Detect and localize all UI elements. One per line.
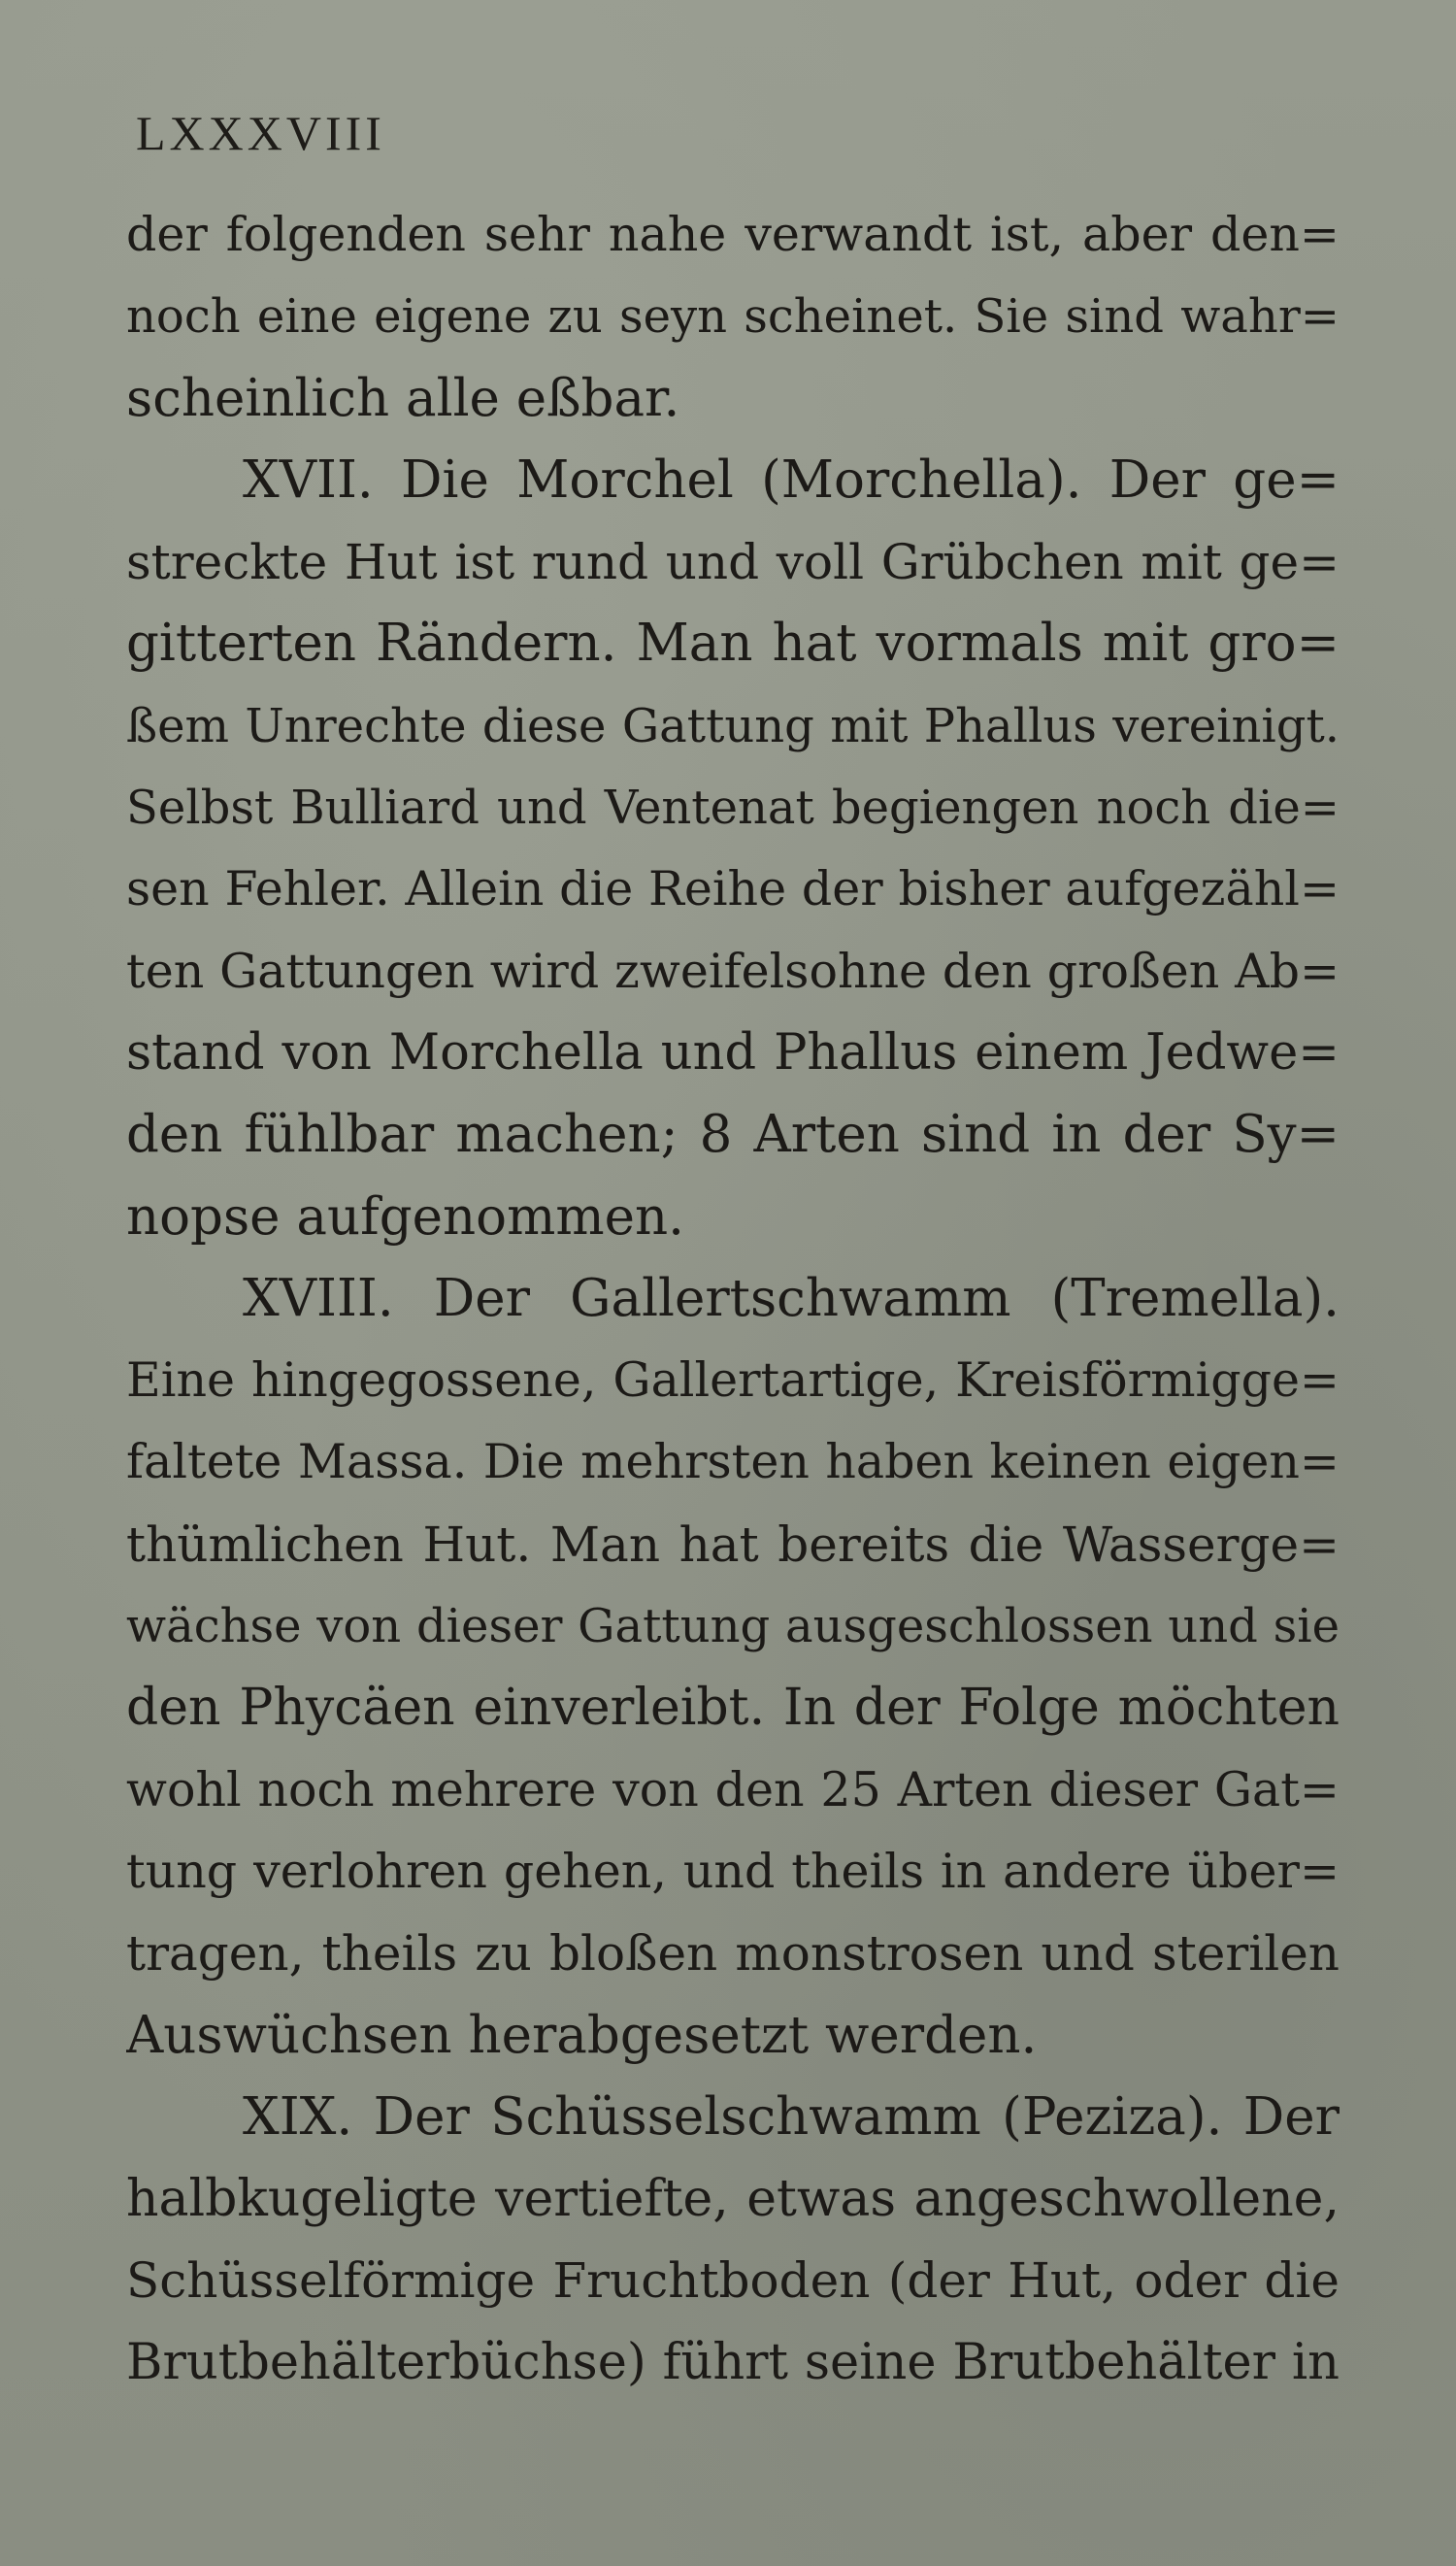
text-line: wächse von dieser Gattung ausgeschlossen und sie bbox=[126, 1599, 1340, 1654]
text-line: der folgenden sehr nahe verwandt ist, aber den= bbox=[126, 207, 1340, 262]
text-line: sen Fehler. Allein die Reihe der bisher aufgezähl= bbox=[126, 861, 1340, 917]
text-line: faltete Massa. Die mehrsten haben keinen eigen= bbox=[126, 1434, 1340, 1490]
page-number: LXXXVIII bbox=[136, 106, 385, 160]
text-line: ßem Unrechte diese Gattung mit Phallus vereinigt. bbox=[126, 698, 1340, 753]
text-line: Auswüchsen herabgesetzt werden. bbox=[126, 2005, 1038, 2065]
text-line: scheinlich alle eßbar. bbox=[126, 368, 680, 428]
text-line: noch eine eigene zu seyn scheinet. Sie sind wahr= bbox=[126, 289, 1340, 345]
text-line: gitterten Rändern. Man hat vormals mit gro= bbox=[126, 614, 1340, 674]
text-line: nopse aufgenommen. bbox=[126, 1186, 684, 1247]
text-line: den Phycäen einverleibt. In der Folge möchten bbox=[126, 1679, 1340, 1738]
text-line: den fühlbar machen; 8 Arten sind in der Sy= bbox=[126, 1105, 1340, 1165]
text-line: wohl noch mehrere von den 25 Arten dieser Gat= bbox=[126, 1761, 1340, 1817]
text-line: XVII. Die Morchel (Morchella). Der ge= bbox=[243, 450, 1340, 510]
text-line: Eine hingegossene, Gallertartige, Kreisförmigge= bbox=[126, 1352, 1340, 1409]
text-line: halbkugeligte vertiefte, etwas angeschwollene, bbox=[126, 2170, 1340, 2229]
text-line: streckte Hut ist rund und voll Grübchen mit ge= bbox=[126, 534, 1340, 591]
text-line: Brutbehälterbüchse) führt seine Brutbehälter in bbox=[126, 2333, 1340, 2391]
text-line: ten Gattungen wird zweifelsohne den großen Ab= bbox=[126, 943, 1340, 999]
text-line: tung verlohren gehen, und theils in andere über= bbox=[126, 1843, 1340, 1899]
text-line: XVIII. Der Gallertschwamm (Tremella). bbox=[243, 1268, 1340, 1328]
text-line: Schüsselförmige Fruchtboden (der Hut, oder die bbox=[126, 2252, 1340, 2310]
text-line: thümlichen Hut. Man hat bereits die Wasserge= bbox=[126, 1516, 1340, 1573]
text-line: XIX. Der Schüsselschwamm (Peziza). Der bbox=[243, 2086, 1340, 2147]
text-line: stand von Morchella und Phallus einem Jedwe= bbox=[126, 1023, 1340, 1082]
text-body bbox=[126, 194, 1340, 2404]
text-line: tragen, theils zu bloßen monstrosen und sterilen bbox=[126, 1925, 1340, 1983]
text-line: Selbst Bulliard und Ventenat begiengen noch die= bbox=[126, 781, 1340, 836]
